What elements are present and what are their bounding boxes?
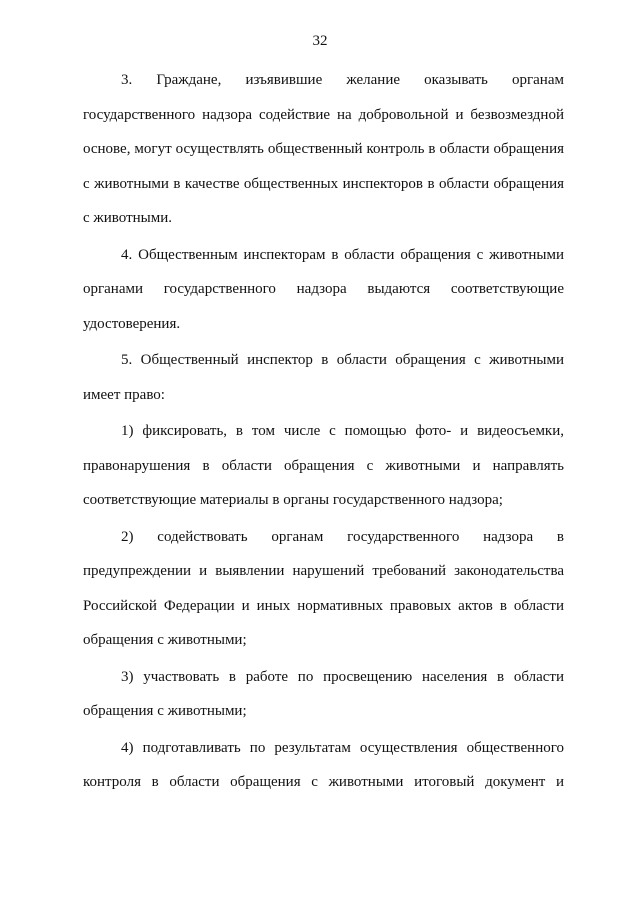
list-item-4-text: 4) подготавливать по результатам осуществления общественного контроля в области обращения с животными итоговый документ и (83, 739, 564, 790)
paragraph-3 (83, 63, 564, 236)
document-body (83, 63, 564, 802)
paragraph-3-text: 3. Граждане, изъявившие желание оказывать органам государственного надзора содействие на добровольной и безвозмездной основе, могут осуществлять общественный контроль в области обращения с животными в качестве общественных инспекторов в области обращения с животными. (83, 72, 564, 226)
paragraph-4-text: 4. Общественным инспекторам в области обращения с животными органами государственного надзора выдаются соответствующие удостоверения. (83, 246, 564, 332)
list-item-4 (83, 731, 564, 800)
list-item-2-text: 2) содействовать органам государственного надзора в предупреждении и выявлении нарушений требований законодательства Российской Федерации и иных нормативных правовых актов в области обращения с животными; (83, 528, 564, 648)
list-item-1-text: 1) фиксировать, в том числе с помощью фото- и видеосъемки, правонарушения в области обращения с животными и направлять соответствующие материалы в органы государственного надзора; (83, 423, 564, 508)
page-number: 32 (312, 33, 328, 49)
paragraph-5-text: 5. Общественный инспектор в области обращения с животными имеет право: (83, 352, 564, 403)
paragraph-4 (83, 238, 564, 342)
list-item-3-text: 3) участвовать в работе по просвещению населения в области обращения с животными; (83, 668, 564, 719)
list-item-3 (83, 660, 564, 729)
list-item-1 (83, 414, 564, 518)
paragraph-5 (83, 343, 564, 412)
list-item-2 (83, 520, 564, 658)
